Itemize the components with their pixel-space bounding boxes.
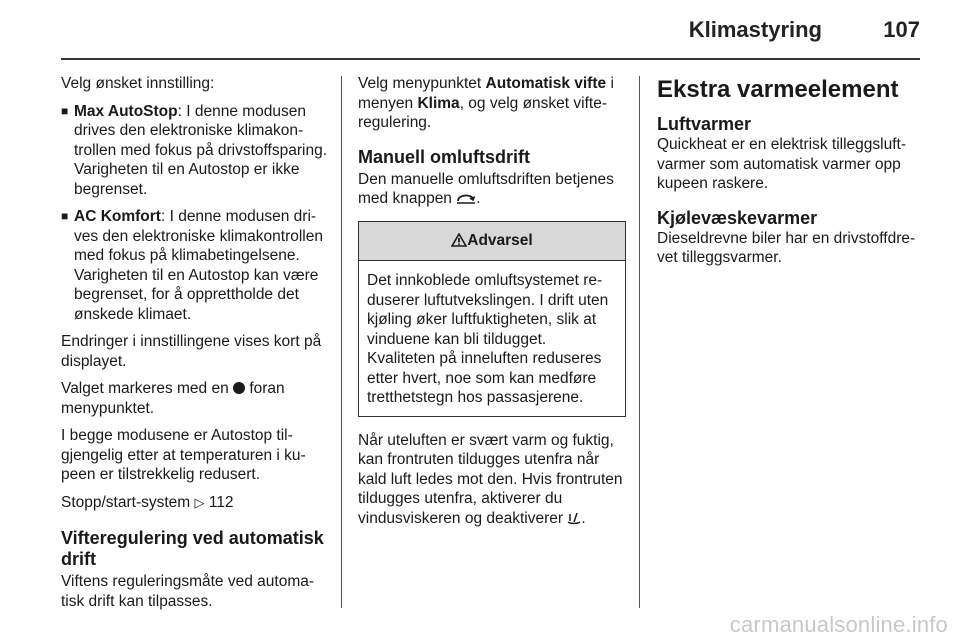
text: foran menypunktet. (61, 380, 285, 417)
page-reference-icon: ▷ (194, 494, 205, 510)
text: Stopp/start-system (61, 493, 191, 511)
cross-reference (61, 493, 329, 513)
chapter-heading: Ekstra varmeelement (657, 76, 899, 103)
warning-title: Advarsel (467, 231, 533, 249)
text: Den manuelle omluftsdriften betjenes med knappen (358, 170, 614, 207)
paragraph: Når uteluften er svært varm og fuktig, kan frontruten tildugges utenfra når kald luft ledes mot den. Hvis frontruten tildugges utenfra, aktiverer du vindusviskeren og deaktiverer . (358, 431, 623, 527)
warning-text: Det innkoblede omluftsystemet reduserer luftutvekslingen. I drift uten kjøling øker luftfuktigheten, slik at vinduene kan bli tildugget. Kvaliteten på inneluften reduseres etter hvert, noe som kan medføre tretthetstegn hos passasjerene. (367, 272, 609, 406)
text: Velg menypunktet (358, 75, 482, 92)
term: Klima (417, 94, 460, 112)
paragraph: I begge modusene er Autostop tilgjengelig etter at temperaturen i kupeen er tilstrekkelig redusert. (61, 427, 306, 483)
text: Valget markeres med en (61, 380, 229, 397)
warning-box (358, 221, 626, 417)
text: i menyen (358, 75, 614, 112)
section-title: Klimastyring (688, 17, 822, 42)
column-1 (61, 74, 329, 619)
page-ref[interactable]: 112 (208, 493, 234, 511)
item-text: : I denne modusen drives den elektroniske klimakontrollen med fokus på klimabetingelsene. Varigheten til en Autostop kan være begrenset, for å opprettholde det ønskede klimaet. (74, 208, 323, 323)
paragraph: Viftens reguleringsmåte ved automatisk drift kan tilpasses. (61, 573, 315, 610)
intro-text: Velg ønsket innstilling: (61, 75, 215, 92)
column-3 (657, 74, 925, 276)
warning-triangle-icon (451, 232, 467, 249)
column-divider-2 (639, 76, 640, 608)
windshield-wiper-icon (567, 510, 581, 527)
section-heading: Vifteregulering ved automatisk drift (61, 528, 324, 569)
term: AC Komfort (74, 208, 161, 225)
term: Automatisk vifte (485, 75, 607, 92)
page-number: 107 (883, 17, 920, 42)
text: , og velg ønsket vifteregulering. (358, 94, 608, 131)
page-header (0, 0, 960, 60)
bullet-square-icon: ■ (61, 209, 69, 223)
subsection-heading: Kjølevæskevarmer (657, 207, 818, 228)
list-item (61, 102, 329, 200)
list-item (61, 207, 329, 324)
watermark: carmanualsonline.info (729, 612, 948, 637)
paragraph: Den manuelle omluftsdriften betjenes med knappen . (358, 170, 614, 207)
text: Når uteluften er svært varm og fuktig, kan frontruten tildugges utenfra når kald luft ledes mot den. Hvis frontruten tildugges utenfra, aktiverer du vindusviskeren og deaktiverer (358, 431, 623, 527)
subsection-heading: Luftvarmer (657, 114, 752, 134)
paragraph (358, 74, 626, 133)
section-heading: Manuell omluftsdrift (358, 146, 530, 167)
paragraph (61, 379, 329, 418)
paragraph: Quickheat er en elektrisk tilleggsluftvarmer som automatisk varmer opp kupeen raskere. (657, 136, 906, 192)
item-text: : I denne modusen drives den elektroniske klimakontrollen med fokus på drivstoffsparing. Varigheten til en Autostop er ikke begrenset. (74, 102, 328, 198)
column-divider-1 (341, 76, 342, 608)
warning-header (359, 222, 625, 262)
recirculation-icon (456, 189, 476, 209)
paragraph: Dieseldrevne biler har en drivstoffdrevet tilleggsvarmer. (657, 229, 916, 266)
bullet-square-icon: ■ (61, 103, 69, 118)
header-rule (61, 58, 920, 60)
paragraph: Endringer i innstillingene vises kort på displayet. (61, 333, 322, 370)
term: Max AutoStop (74, 102, 178, 120)
column-2 (358, 74, 626, 536)
filled-dot-icon (233, 382, 245, 394)
